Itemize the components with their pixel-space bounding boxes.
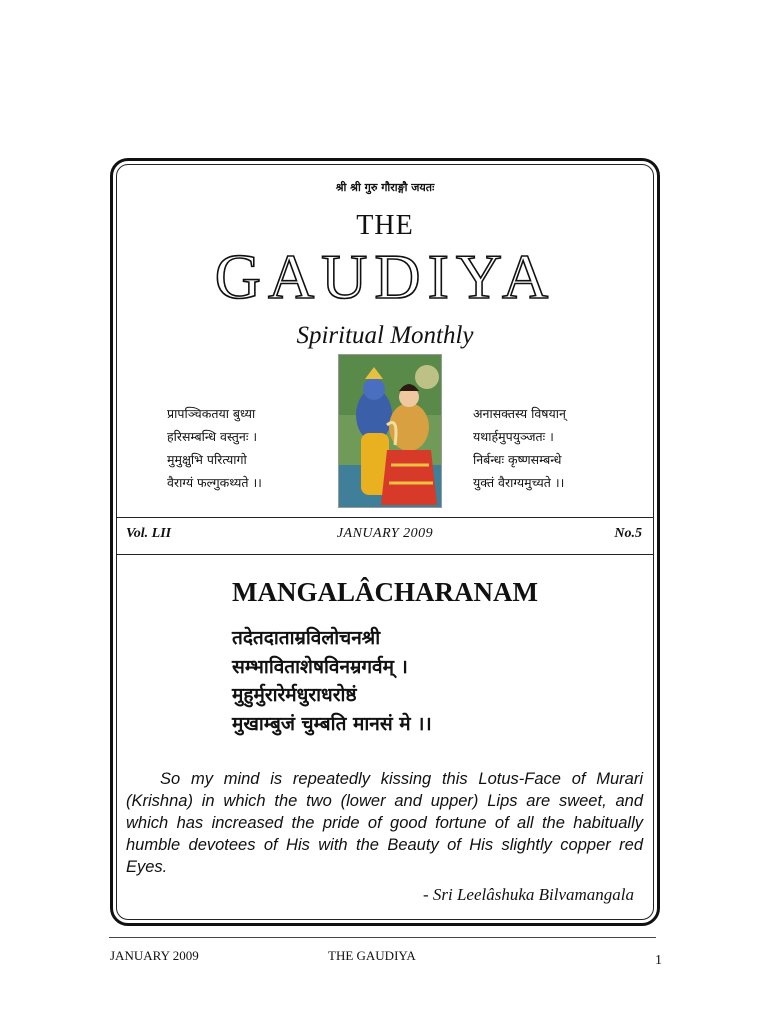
verse-line: निर्बन्धः कृष्णसम्बन्धे xyxy=(473,452,562,467)
verse-line: प्रापञ्चिकतया बुध्या xyxy=(167,406,256,421)
issue-number: No.5 xyxy=(614,526,642,541)
footer-title: THE GAUDIYA xyxy=(328,948,416,963)
verse-line: यथार्हमुपयुञ्जतः । xyxy=(473,429,554,444)
issue-volume: Vol. LII xyxy=(126,526,172,541)
article-heading: MANGALÂCHARANAM xyxy=(232,577,538,607)
verse-line: युक्तं वैराग्यमुच्यते ।। xyxy=(473,475,565,490)
verse-right xyxy=(473,402,648,494)
page-number: 1 xyxy=(655,953,662,968)
issue-divider-top xyxy=(116,517,654,518)
masthead-subtitle: Spiritual Monthly xyxy=(296,322,474,349)
attribution: - Sri Leelâshuka Bilvamangala xyxy=(422,885,634,904)
masthead-title: GAUDIYA xyxy=(214,241,556,312)
verse-line: वैराग्यं फल्गुकथ्यते ।। xyxy=(167,475,262,490)
translation-paragraph: So my mind is repeatedly kissing this Lotus-Face of Murari (Krishna) in which the two (lower and upper) Lips are sweet, and which has increased the pride of good fortune of all the habitually humble devotees of His with the Beauty of His slightly copper red Eyes. xyxy=(126,770,643,876)
invocation: श्री श्री गुरु गौराङ्गौ जयतः xyxy=(335,181,435,194)
verse-line: मुमुक्षुभि परित्यागो xyxy=(167,452,247,467)
sloka-line: तदेतदाताम्रविलोचनश्री xyxy=(232,627,381,649)
sloka-line: सम्भाविताशेषविनम्रगर्वम् । xyxy=(232,655,408,678)
verse-left xyxy=(167,402,337,494)
verse-line: अनासक्तस्य विषयान् xyxy=(473,406,566,421)
verse-line: हरिसम्बन्धि वस्तुनः । xyxy=(167,429,258,444)
issue-date: JANUARY 2009 xyxy=(336,526,434,541)
issue-divider-bottom xyxy=(116,554,654,555)
footer-rule xyxy=(109,937,656,938)
radha-krishna-image xyxy=(338,354,442,508)
sloka xyxy=(232,624,632,738)
masthead-the: THE xyxy=(356,210,414,241)
footer-date: JANUARY 2009 xyxy=(110,948,199,963)
sloka-line: मुहुर्मुरारेर्मधुराधरोष्ठं xyxy=(232,684,357,706)
sloka-line: मुखाम्बुजं चुम्बति मानसं मे ।। xyxy=(232,712,432,735)
